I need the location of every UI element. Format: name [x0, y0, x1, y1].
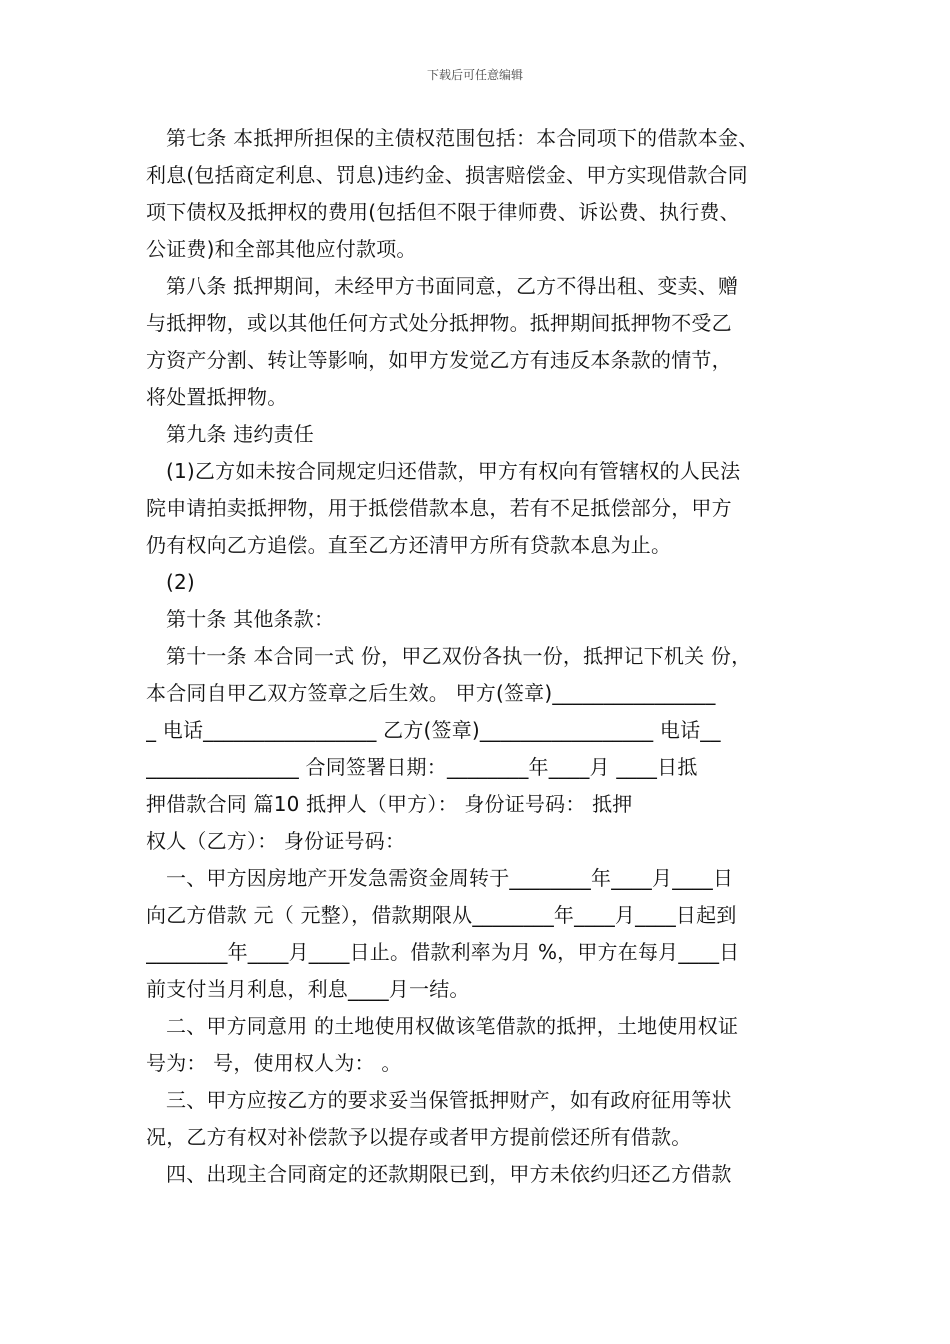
text-line: _ 电话_________________ 乙方(签章)_________________ 电话__ — [146, 718, 721, 742]
page-header: 下载后可任意编辑 — [426, 68, 523, 82]
text-line: ________年____月____日止。借款利率为月 %，甲方在每月____日 — [146, 940, 740, 964]
text-line: 前支付当月利息，利息____月一结。 — [146, 977, 470, 1001]
text-line: 院申请拍卖抵押物，用于抵偿借款本息，若有不足抵偿部分，甲方 — [146, 496, 732, 520]
text-line: 第八条 抵押期间，未经甲方书面同意，乙方不得出租、变卖、赠 — [166, 274, 739, 298]
text-line: 权人（乙方）： 身份证号码： — [146, 829, 406, 853]
text-line: 四、出现主合同商定的还款期限已到，甲方未依约归还乙方借款 — [166, 1162, 732, 1186]
text-line: 公证费)和全部其他应付款项。 — [146, 237, 417, 261]
text-line: 利息(包括商定利息、罚息)违约金、损害赔偿金、甲方实现借款合同 — [146, 163, 748, 187]
text-line: 将处置抵押物。 — [146, 385, 288, 409]
text-line: 本合同自甲乙双方签章之后生效。 甲方(签章)________________ — [146, 681, 716, 705]
text-line: 押借款合同 篇10 抵押人（甲方）： 身份证号码： 抵押 — [146, 792, 633, 816]
text-line: 第九条 违约责任 — [166, 422, 314, 446]
text-line: _______________ 合同签署日期：________年____月 ____日抵 — [146, 755, 698, 779]
text-line: 与抵押物，或以其他任何方式处分抵押物。抵押期间抵押物不受乙 — [146, 311, 732, 335]
text-line: 况，乙方有权对补偿款予以提存或者甲方提前偿还所有借款。 — [146, 1125, 692, 1149]
text-line: 仍有权向乙方追偿。直至乙方还清甲方所有贷款本息为止。 — [146, 533, 672, 557]
text-line: 第十条 其他条款： — [166, 607, 335, 631]
text-line: 方资产分割、转让等影响，如甲方发觉乙方有违反本条款的情节， — [146, 348, 732, 372]
text-line: 向乙方借款 元（ 元整），借款期限从________年____月____日起到 — [146, 903, 737, 927]
text-line: 第十一条 本合同一式 份，甲乙双份各执一份，抵押记下机关 份， — [166, 644, 752, 668]
text-line: (1)乙方如未按合同规定归还借款，甲方有权向有管辖权的人民法 — [166, 459, 741, 483]
text-line: 一、甲方因房地产开发急需资金周转于________年____月____日 — [166, 866, 734, 890]
text-line: 第七条 本抵押所担保的主债权范围包括：本合同项下的借款本金、 — [166, 126, 759, 150]
text-line: (2) — [166, 570, 195, 594]
text-line: 二、甲方同意用 的土地使用权做该笔借款的抵押，土地使用权证 — [166, 1014, 739, 1038]
text-line: 项下债权及抵押权的费用(包括但不限于律师费、诉讼费、执行费、 — [146, 200, 740, 224]
text-line: 三、甲方应按乙方的要求妥当保管抵押财产，如有政府征用等状 — [166, 1088, 732, 1112]
text-line: 号为： 号，使用权人为： 。 — [146, 1051, 402, 1075]
document-body — [146, 120, 808, 1193]
